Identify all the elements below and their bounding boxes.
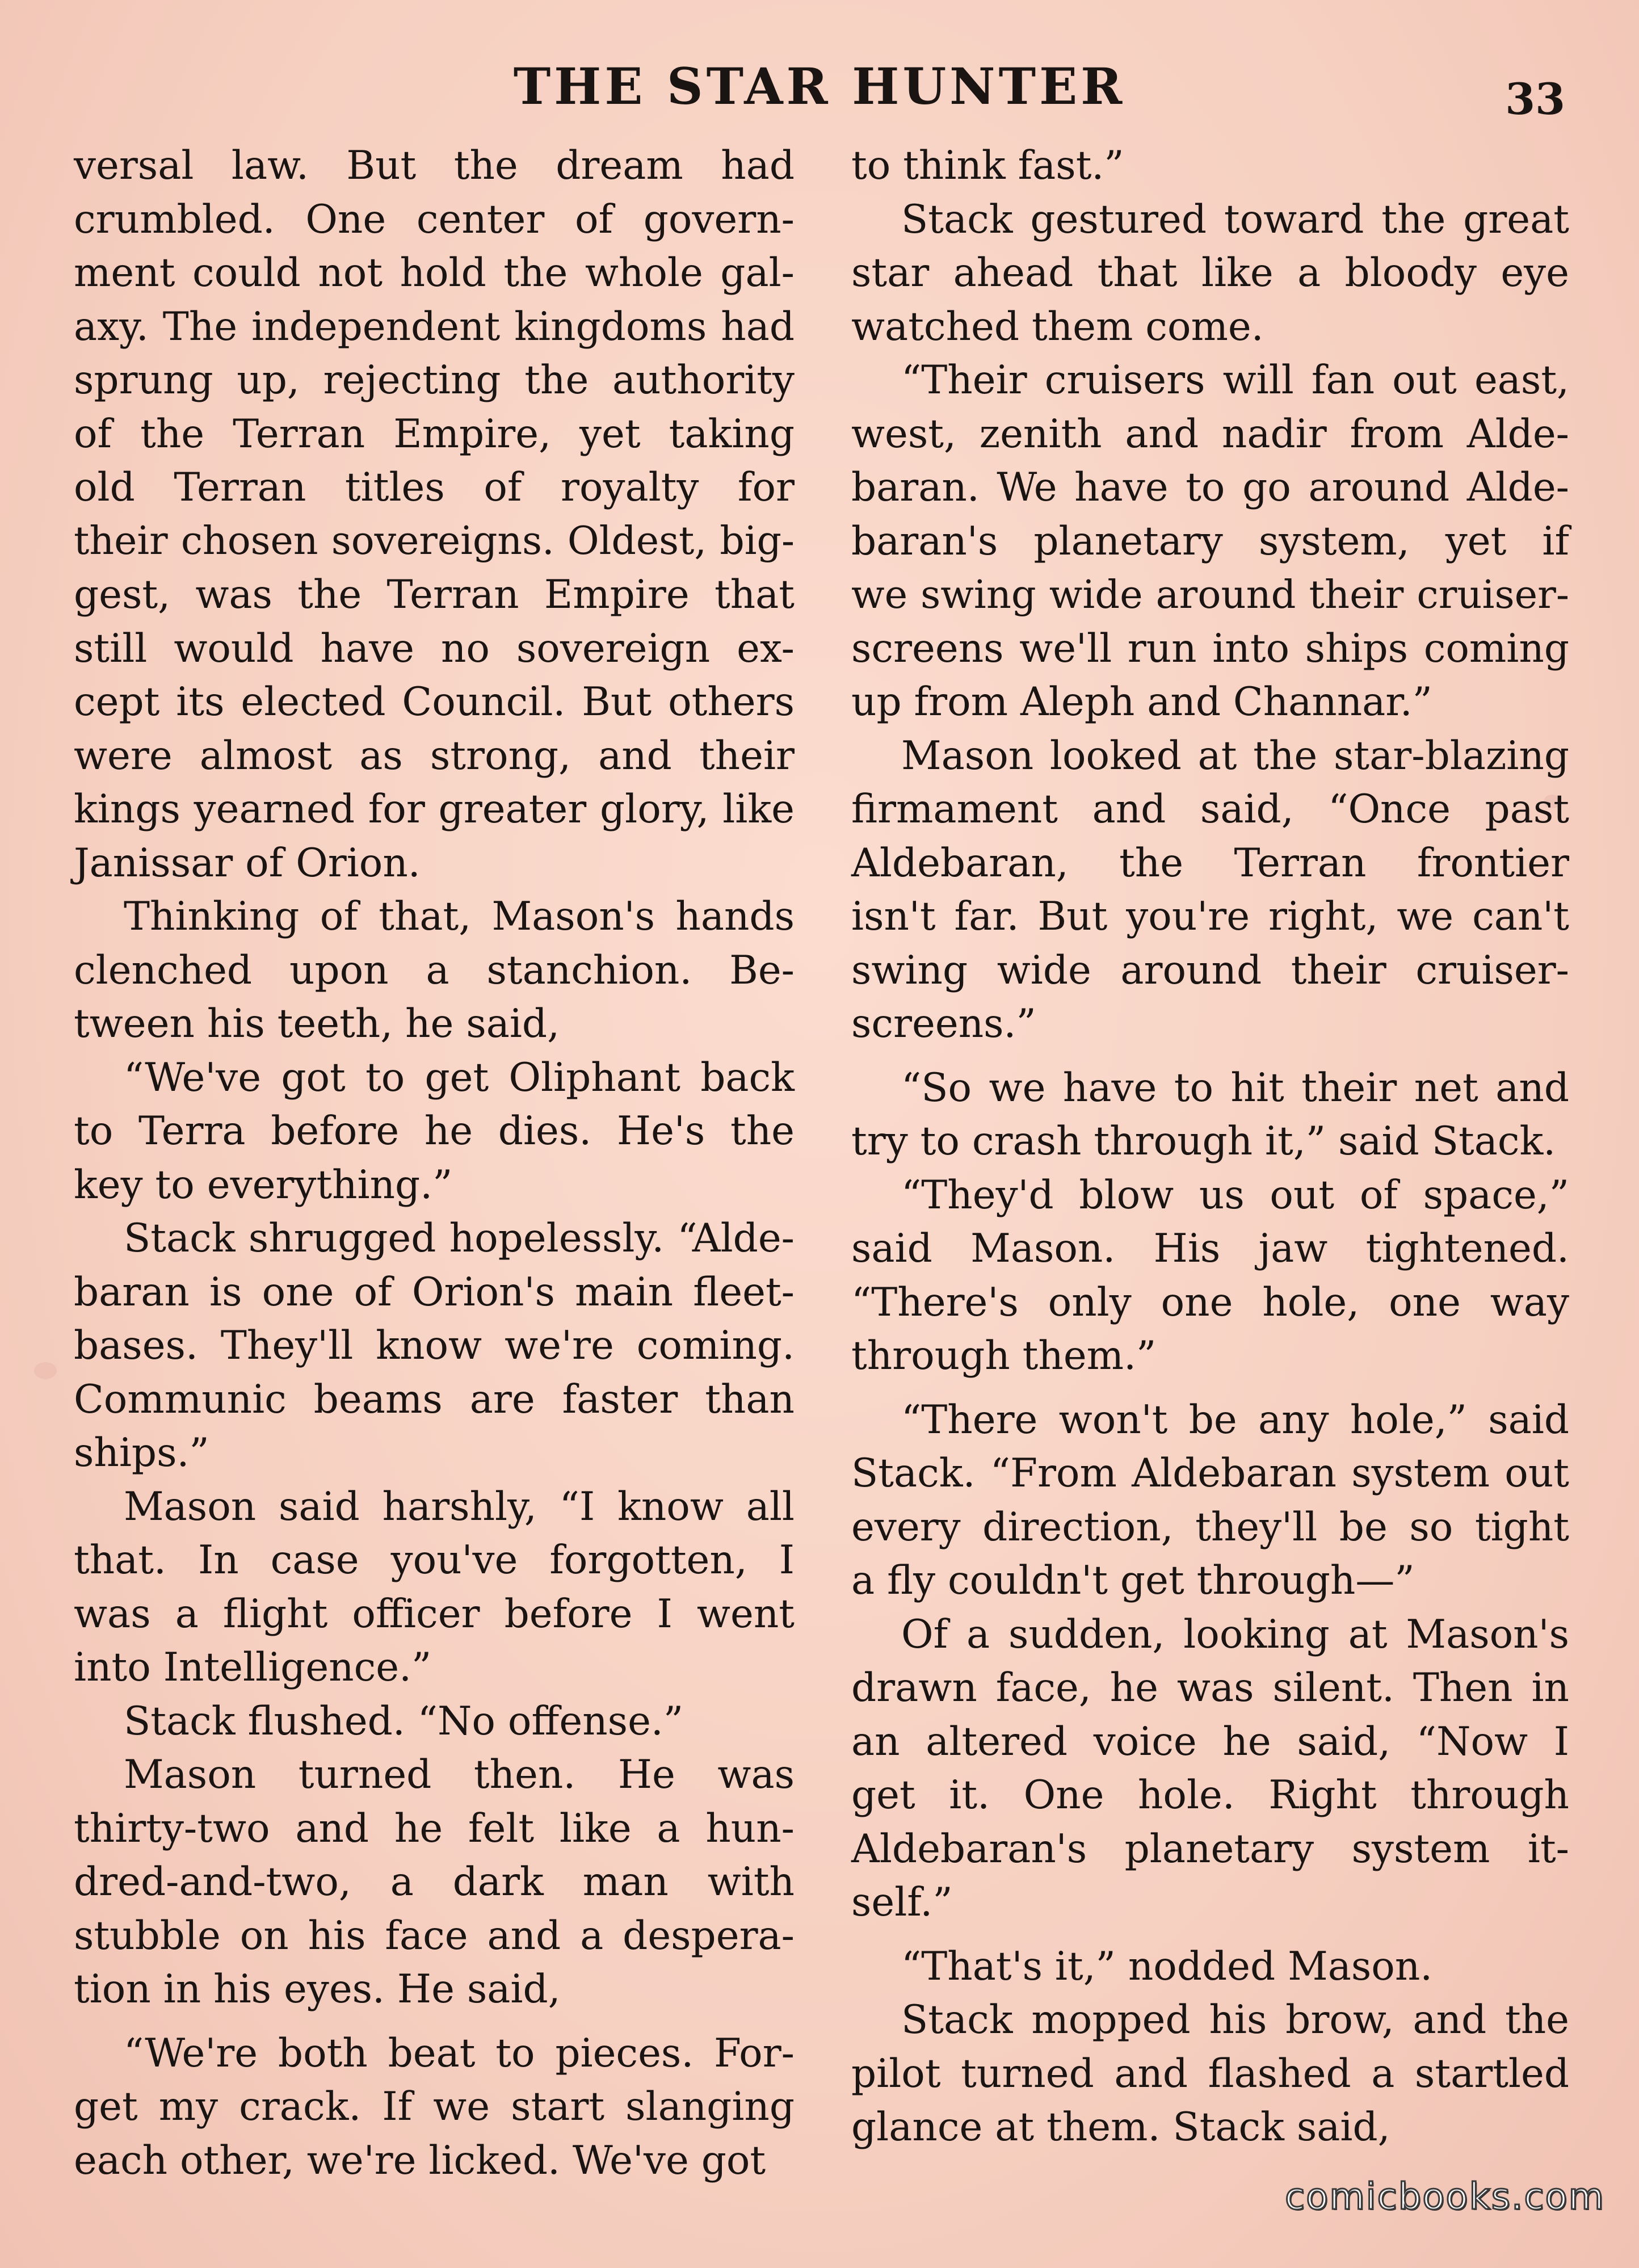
text-line: “So we have to hit their net and [901,1065,1569,1111]
text-line: “We're both beat to pieces. For- [124,2030,795,2076]
text-line: Mason looked at the star-blazing [901,733,1569,779]
text-line: clenched upon a stanchion. Be- [74,947,795,993]
text-line: screens.” [851,1001,1036,1047]
text-line: Stack flushed. “No offense.” [124,1698,684,1744]
paper-stain [34,1362,57,1379]
page-number: 33 [1505,74,1565,124]
text-line: “That's it,” nodded Mason. [901,1943,1433,1989]
text-line: “Their cruisers will fan out east, [901,358,1569,403]
text-line: we swing wide around their cruiser- [851,572,1569,618]
text-line: Mason turned then. He was [124,1752,795,1797]
text-line: Stack shrugged hopelessly. “Alde- [124,1216,795,1261]
text-line: key to everything.” [74,1162,453,1208]
text-line: old Terran titles of royalty for [74,465,795,510]
text-line: their chosen sovereigns. Oldest, big- [74,518,795,564]
text-line: tion in his eyes. He said, [74,1967,561,2012]
text-line: screens we'll run into ships coming [851,625,1569,671]
right-text-column [851,139,1569,2154]
text-line: thirty-two and he felt like a hun- [74,1805,795,1851]
text-line: to Terra before he dies. He's the [74,1108,795,1154]
text-line: axy. The independent kingdoms had [74,304,795,350]
text-line: stubble on his face and a despera- [74,1913,795,1959]
text-line: get it. One hole. Right through [851,1773,1569,1818]
text-line: pilot turned and flashed a startled [851,2051,1569,2097]
text-line: “They'd blow us out of space,” [901,1172,1569,1218]
text-line: “There won't be any hole,” said [901,1397,1569,1443]
text-line: versal law. But the dream had [74,143,795,188]
text-line: Janissar of Orion. [74,840,421,886]
text-line: tween his teeth, he said, [74,1001,560,1047]
text-line: up from Aleph and Channar.” [851,679,1432,725]
text-line: every direction, they'll be so tight [851,1504,1569,1550]
text-line: sprung up, rejecting the authority [74,358,795,403]
text-line: dred-and-two, a dark man with [74,1859,795,1905]
text-line: Of a sudden, looking at Mason's [901,1611,1569,1657]
text-line: were almost as strong, and their [74,733,795,779]
text-line: self.” [851,1880,953,1925]
text-line: get my crack. If we start slanging [74,2084,795,2130]
text-line: to think fast.” [851,143,1124,188]
text-line: each other, we're licked. We've got [74,2137,766,2183]
text-line: of the Terran Empire, yet taking [74,411,795,457]
text-line: gest, was the Terran Empire that [74,572,795,618]
page-header [0,57,1639,124]
text-line: firmament and said, “Once past [851,787,1569,832]
text-line: watched them come. [851,304,1264,350]
text-line: west, zenith and nadir from Alde- [851,411,1569,457]
text-line: ships.” [74,1430,209,1476]
text-line: into Intelligence.” [74,1645,432,1690]
text-line: a fly couldn't get through—” [851,1558,1415,1603]
text-line: Stack mopped his brow, and the [901,1997,1569,2043]
text-line: bases. They'll know we're coming. [74,1323,795,1368]
text-line: cept its elected Council. But others [74,679,795,725]
text-line: ment could not hold the whole gal- [74,250,795,296]
text-line: baran's planetary system, yet if [851,518,1569,564]
text-line: still would have no sovereign ex- [74,625,795,671]
text-line: kings yearned for greater glory, like [74,787,795,832]
text-line: try to crash through it,” said Stack. [851,1119,1556,1164]
text-line: Stack gestured toward the great [901,196,1569,242]
text-line: drawn face, he was silent. Then in [851,1665,1569,1711]
text-line: crumbled. One center of govern- [74,196,795,242]
text-line: an altered voice he said, “Now I [851,1719,1569,1765]
text-line: isn't far. But you're right, we can't [851,894,1569,939]
text-line: Stack. “From Aldebaran system out [851,1451,1569,1496]
text-line: said Mason. His jaw tightened. [851,1226,1569,1271]
left-text-column [74,139,795,2187]
text-line: Aldebaran, the Terran frontier [851,840,1569,886]
text-line: was a flight officer before I went [74,1591,795,1637]
text-line: Communic beams are faster than [74,1376,795,1422]
text-line: star ahead that like a bloody eye [851,250,1569,296]
text-line: glance at them. Stack said, [851,2105,1390,2150]
text-line: “We've got to get Oliphant back [124,1055,795,1101]
text-line: through them.” [851,1333,1157,1379]
text-line: “There's only one hole, one way [851,1279,1569,1325]
text-line: Thinking of that, Mason's hands [124,894,795,939]
text-line: Mason said harshly, “I know all [124,1484,795,1530]
text-line: that. In case you've forgotten, I [74,1538,795,1583]
text-line: swing wide around their cruiser- [851,947,1569,993]
running-title: THE STAR HUNTER [513,57,1126,116]
text-line: baran. We have to go around Alde- [851,465,1569,510]
text-line: baran is one of Orion's main fleet- [74,1269,795,1315]
site-watermark: comicbooks.com [1284,2176,1605,2218]
text-line: Aldebaran's planetary system it- [851,1826,1569,1872]
